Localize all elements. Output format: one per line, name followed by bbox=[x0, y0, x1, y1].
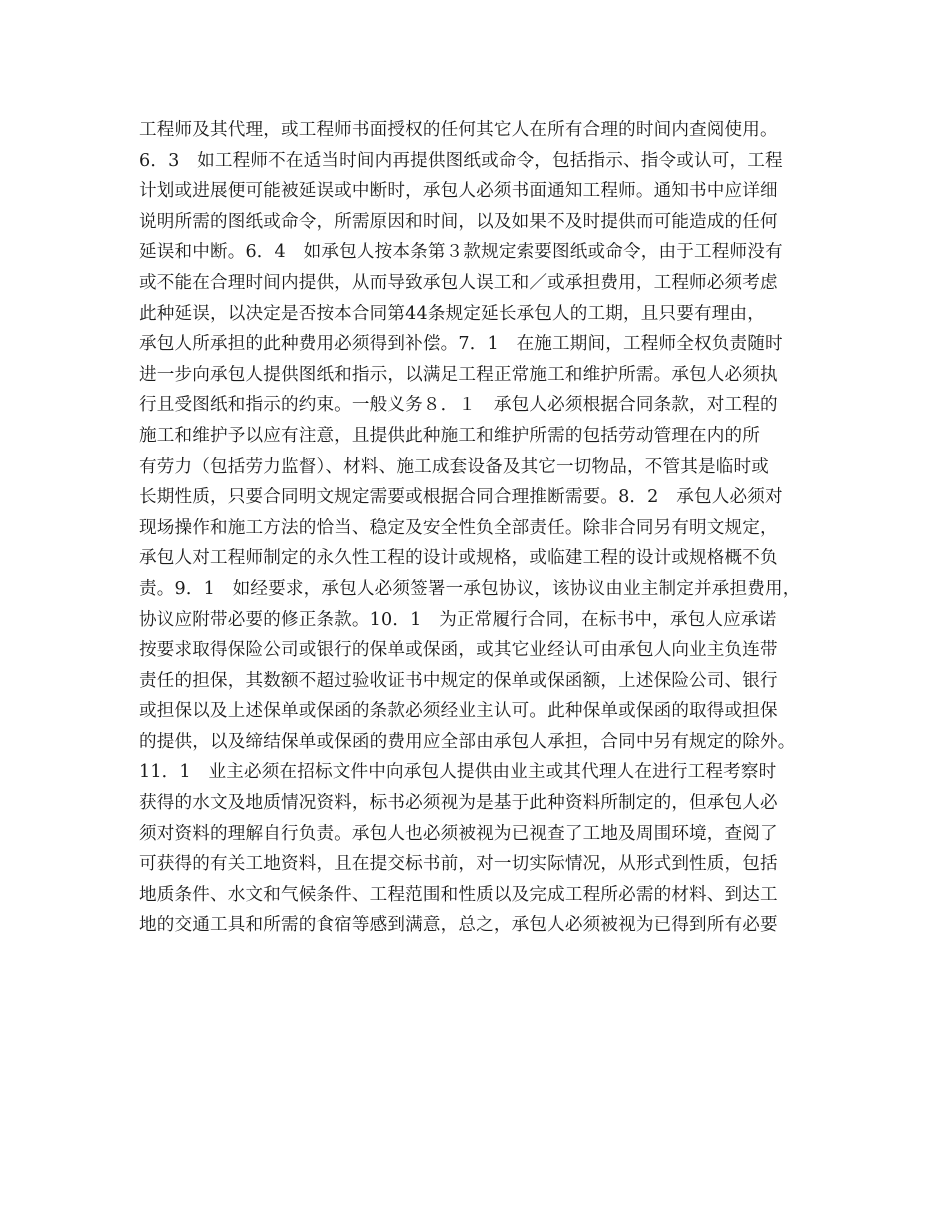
text-line: 地质条件、水文和气候条件、工程范围和性质以及完成工程所必需的材料、到达工 bbox=[139, 884, 778, 905]
text-line: 的提供，以及缔结保单或保函的费用应全部由承包人承担，合同中另有规定的除外。 bbox=[139, 731, 796, 752]
text-line: 须对资料的理解自行负责。承包人也必须被视为已视查了工地及周围环境，查阅了 bbox=[139, 823, 778, 844]
text-line: 计划或进展便可能被延误或中断时，承包人必须书面通知工程师。通知书中应详细 bbox=[139, 181, 778, 202]
text-line: 11．1 业主必须在招标文件中向承包人提供由业主或其代理人在进行工程考察时 bbox=[139, 762, 777, 783]
text-line: 此种延误，以决定是否按本合同第44条规定延长承包人的工期，且只要有理由， bbox=[139, 303, 765, 324]
text-line: 或担保以及上述保单或保函的条款必须经业主认可。此种保单或保函的取得或担保 bbox=[139, 701, 778, 722]
text-line: 长期性质，只要合同明文规定需要或根据合同合理推断需要。8．2 承包人必须对 bbox=[139, 487, 783, 508]
text-line: 承包人所承担的此种费用必须得到补偿。7．1 在施工期间，工程师全权负责随时 bbox=[139, 334, 783, 355]
text-line: 现场操作和施工方法的恰当、稳定及安全性负全部责任。除非合同另有明文规定， bbox=[139, 517, 778, 538]
text-line: 协议应附带必要的修正条款。10．1 为正常履行合同，在标书中，承包人应承诺 bbox=[139, 609, 777, 630]
text-line: 责。9．1 如经要求，承包人必须签署一承包协议，该协议由业主制定并承担费用， bbox=[139, 578, 801, 599]
text-line: 6．3 如工程师不在适当时间内再提供图纸或命令，包括指示、指令或认可，工程 bbox=[139, 150, 783, 171]
text-line: 或不能在合理时间内提供，从而导致承包人误工和／或承担费用，工程师必须考虑 bbox=[139, 272, 778, 293]
text-line: 责任的担保，其数额不超过验收证书中规定的保单或保函额，上述保险公司、银行 bbox=[139, 670, 778, 691]
text-line: 行且受图纸和指示的约束。一般义务８．１ 承包人必须根据合同条款，对工程的 bbox=[139, 395, 778, 416]
text-line: 获得的水文及地质情况资料，标书必须视为是基于此种资料所制定的，但承包人必 bbox=[139, 793, 778, 814]
text-line: 按要求取得保险公司或银行的保单或保函，或其它业经认可由承包人向业主负连带 bbox=[139, 640, 778, 661]
body-text bbox=[139, 115, 829, 941]
text-line: 有劳力（包括劳力监督）、材料、施工成套设备及其它一切物品，不管其是临时或 bbox=[139, 456, 769, 477]
text-line: 施工和维护予以应有注意，且提供此种施工和维护所需的包括劳动管理在内的所 bbox=[139, 425, 761, 446]
text-line: 说明所需的图纸或命令，所需原因和时间，以及如果不及时提供而可能造成的任何 bbox=[139, 211, 778, 232]
text-line: 承包人对工程师制定的永久性工程的设计或规格，或临建工程的设计或规格概不负 bbox=[139, 548, 778, 569]
text-line: 进一步向承包人提供图纸和指示，以满足工程正常施工和维护所需。承包人必须执 bbox=[139, 364, 778, 385]
text-line: 地的交通工具和所需的食宿等感到满意，总之，承包人必须被视为已得到所有必要 bbox=[139, 915, 778, 936]
text-line: 延误和中断。6．4 如承包人按本条第３款规定索要图纸或命令，由于工程师没有 bbox=[139, 242, 783, 263]
text-line: 可获得的有关工地资料，且在提交标书前，对一切实际情况，从形式到性质，包括 bbox=[139, 854, 778, 875]
text-line: 工程师及其代理，或工程师书面授权的任何其它人在所有合理的时间内查阅使用。 bbox=[139, 120, 778, 140]
